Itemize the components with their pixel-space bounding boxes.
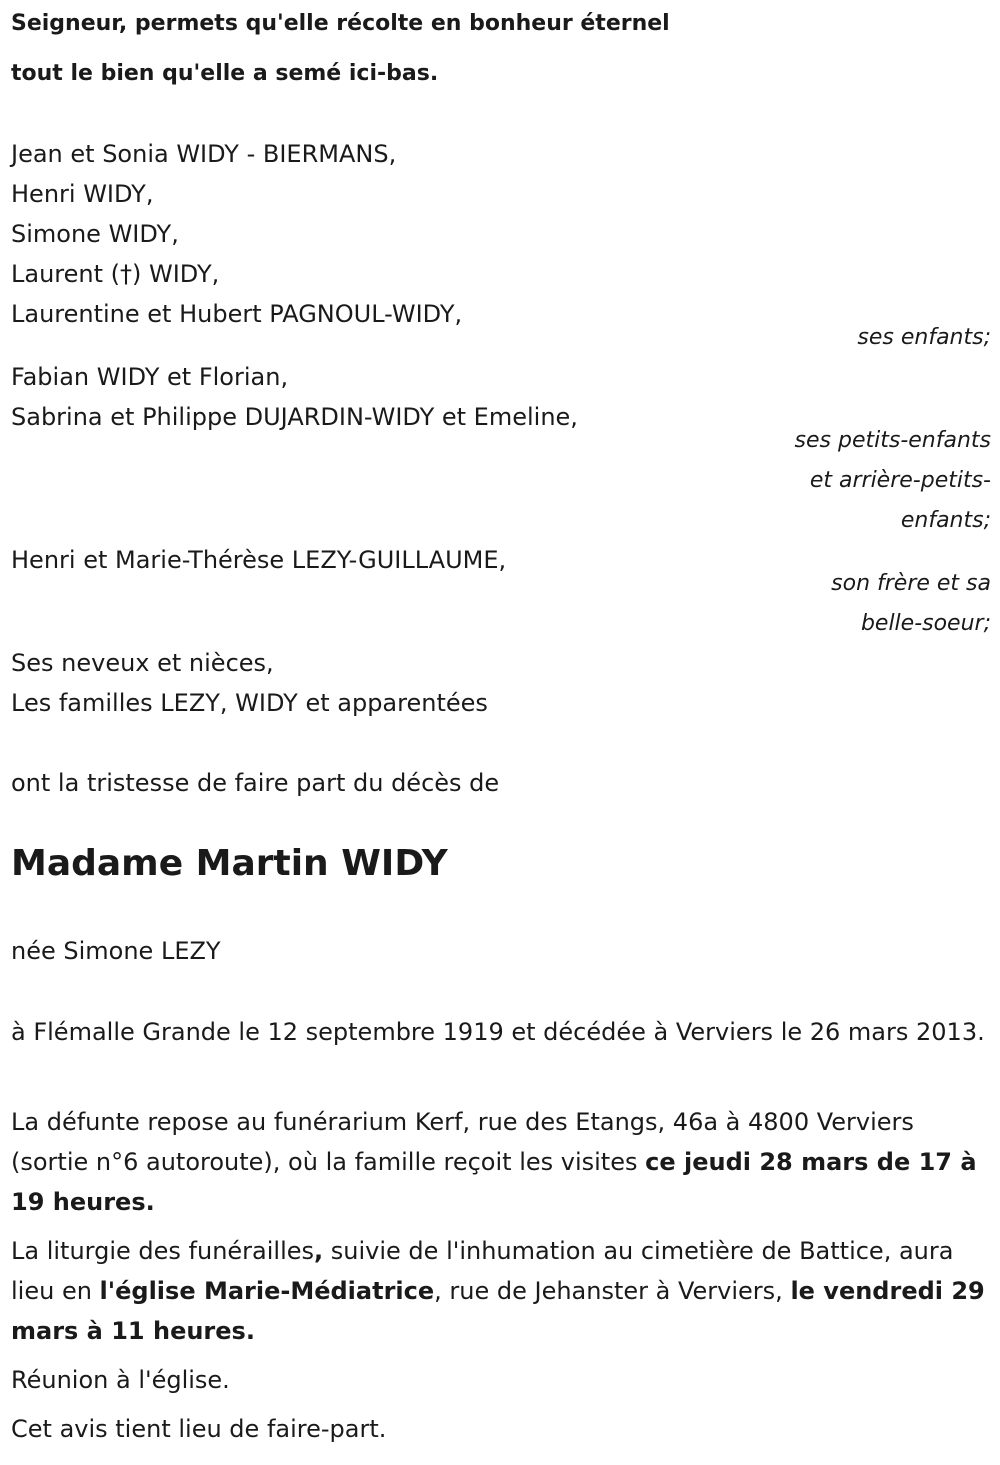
deceased-name: Madame Martin WIDY — [11, 843, 448, 884]
church-name: l'église Marie-Médiatrice — [99, 1277, 435, 1305]
siblings-line-1: Henri et Marie-Thérèse LEZY-GUILLAUME, — [11, 546, 507, 574]
liturgy-comma: , — [314, 1237, 324, 1265]
visit-paragraph — [11, 1102, 986, 1222]
siblings-relation-1: son frère et sa — [831, 571, 991, 596]
maiden-name: née Simone LEZY — [11, 937, 221, 965]
children-relation: ses enfants; — [857, 325, 991, 350]
visit-text: La défunte repose au funérarium Kerf, rue des Etangs, 46a à 4800 Verviers (sortie n°6 autoroute), où la famille reçoit les visites — [11, 1108, 914, 1176]
siblings-relation-2: belle-soeur; — [860, 611, 991, 636]
liturgy-text-c: , rue de Jehanster à Verviers, — [434, 1277, 791, 1305]
children-line-4: Laurent (†) WIDY, — [11, 260, 220, 288]
children-line-5: Laurentine et Hubert PAGNOUL-WIDY, — [11, 300, 463, 328]
birth-death-paragraph: à Flémalle Grande le 12 septembre 1919 et décédée à Verviers le 26 mars 2013. — [11, 1018, 985, 1046]
grandchildren-relation-3: enfants; — [900, 508, 991, 533]
prayer-line-2: tout le bien qu'elle a semé ici-bas. — [11, 61, 439, 86]
visit-when: ce jeudi 28 mars de 17 à 19 heures. — [11, 1148, 977, 1216]
liturgy-paragraph — [11, 1231, 986, 1351]
children-line-3: Simone WIDY, — [11, 220, 179, 248]
children-line-2: Henri WIDY, — [11, 180, 154, 208]
family-line-2: Les familles LEZY, WIDY et apparentées — [11, 689, 488, 717]
liturgy-when: le vendredi 29 mars à 11 heures. — [11, 1277, 985, 1345]
prayer-line-1: Seigneur, permets qu'elle récolte en bonheur éternel — [11, 11, 670, 36]
family-line-1: Ses neveux et nièces, — [11, 649, 274, 677]
notice-line: Cet avis tient lieu de faire-part. — [11, 1415, 387, 1443]
children-line-1: Jean et Sonia WIDY - BIERMANS, — [11, 140, 397, 168]
grandchildren-relation-2: et arrière-petits- — [809, 468, 991, 493]
liturgy-text-a: La liturgie des funérailles — [11, 1237, 315, 1265]
liturgy-text-b: suivie de l'inhumation au cimetière de Battice, aura lieu en — [11, 1237, 954, 1305]
grandchildren-line-2: Sabrina et Philippe DUJARDIN-WIDY et Emeline, — [11, 403, 578, 431]
meeting-line: Réunion à l'église. — [11, 1366, 230, 1394]
announcement: ont la tristesse de faire part du décès de — [11, 769, 500, 797]
grandchildren-relation-1: ses petits-enfants — [794, 428, 991, 453]
grandchildren-line-1: Fabian WIDY et Florian, — [11, 363, 289, 391]
